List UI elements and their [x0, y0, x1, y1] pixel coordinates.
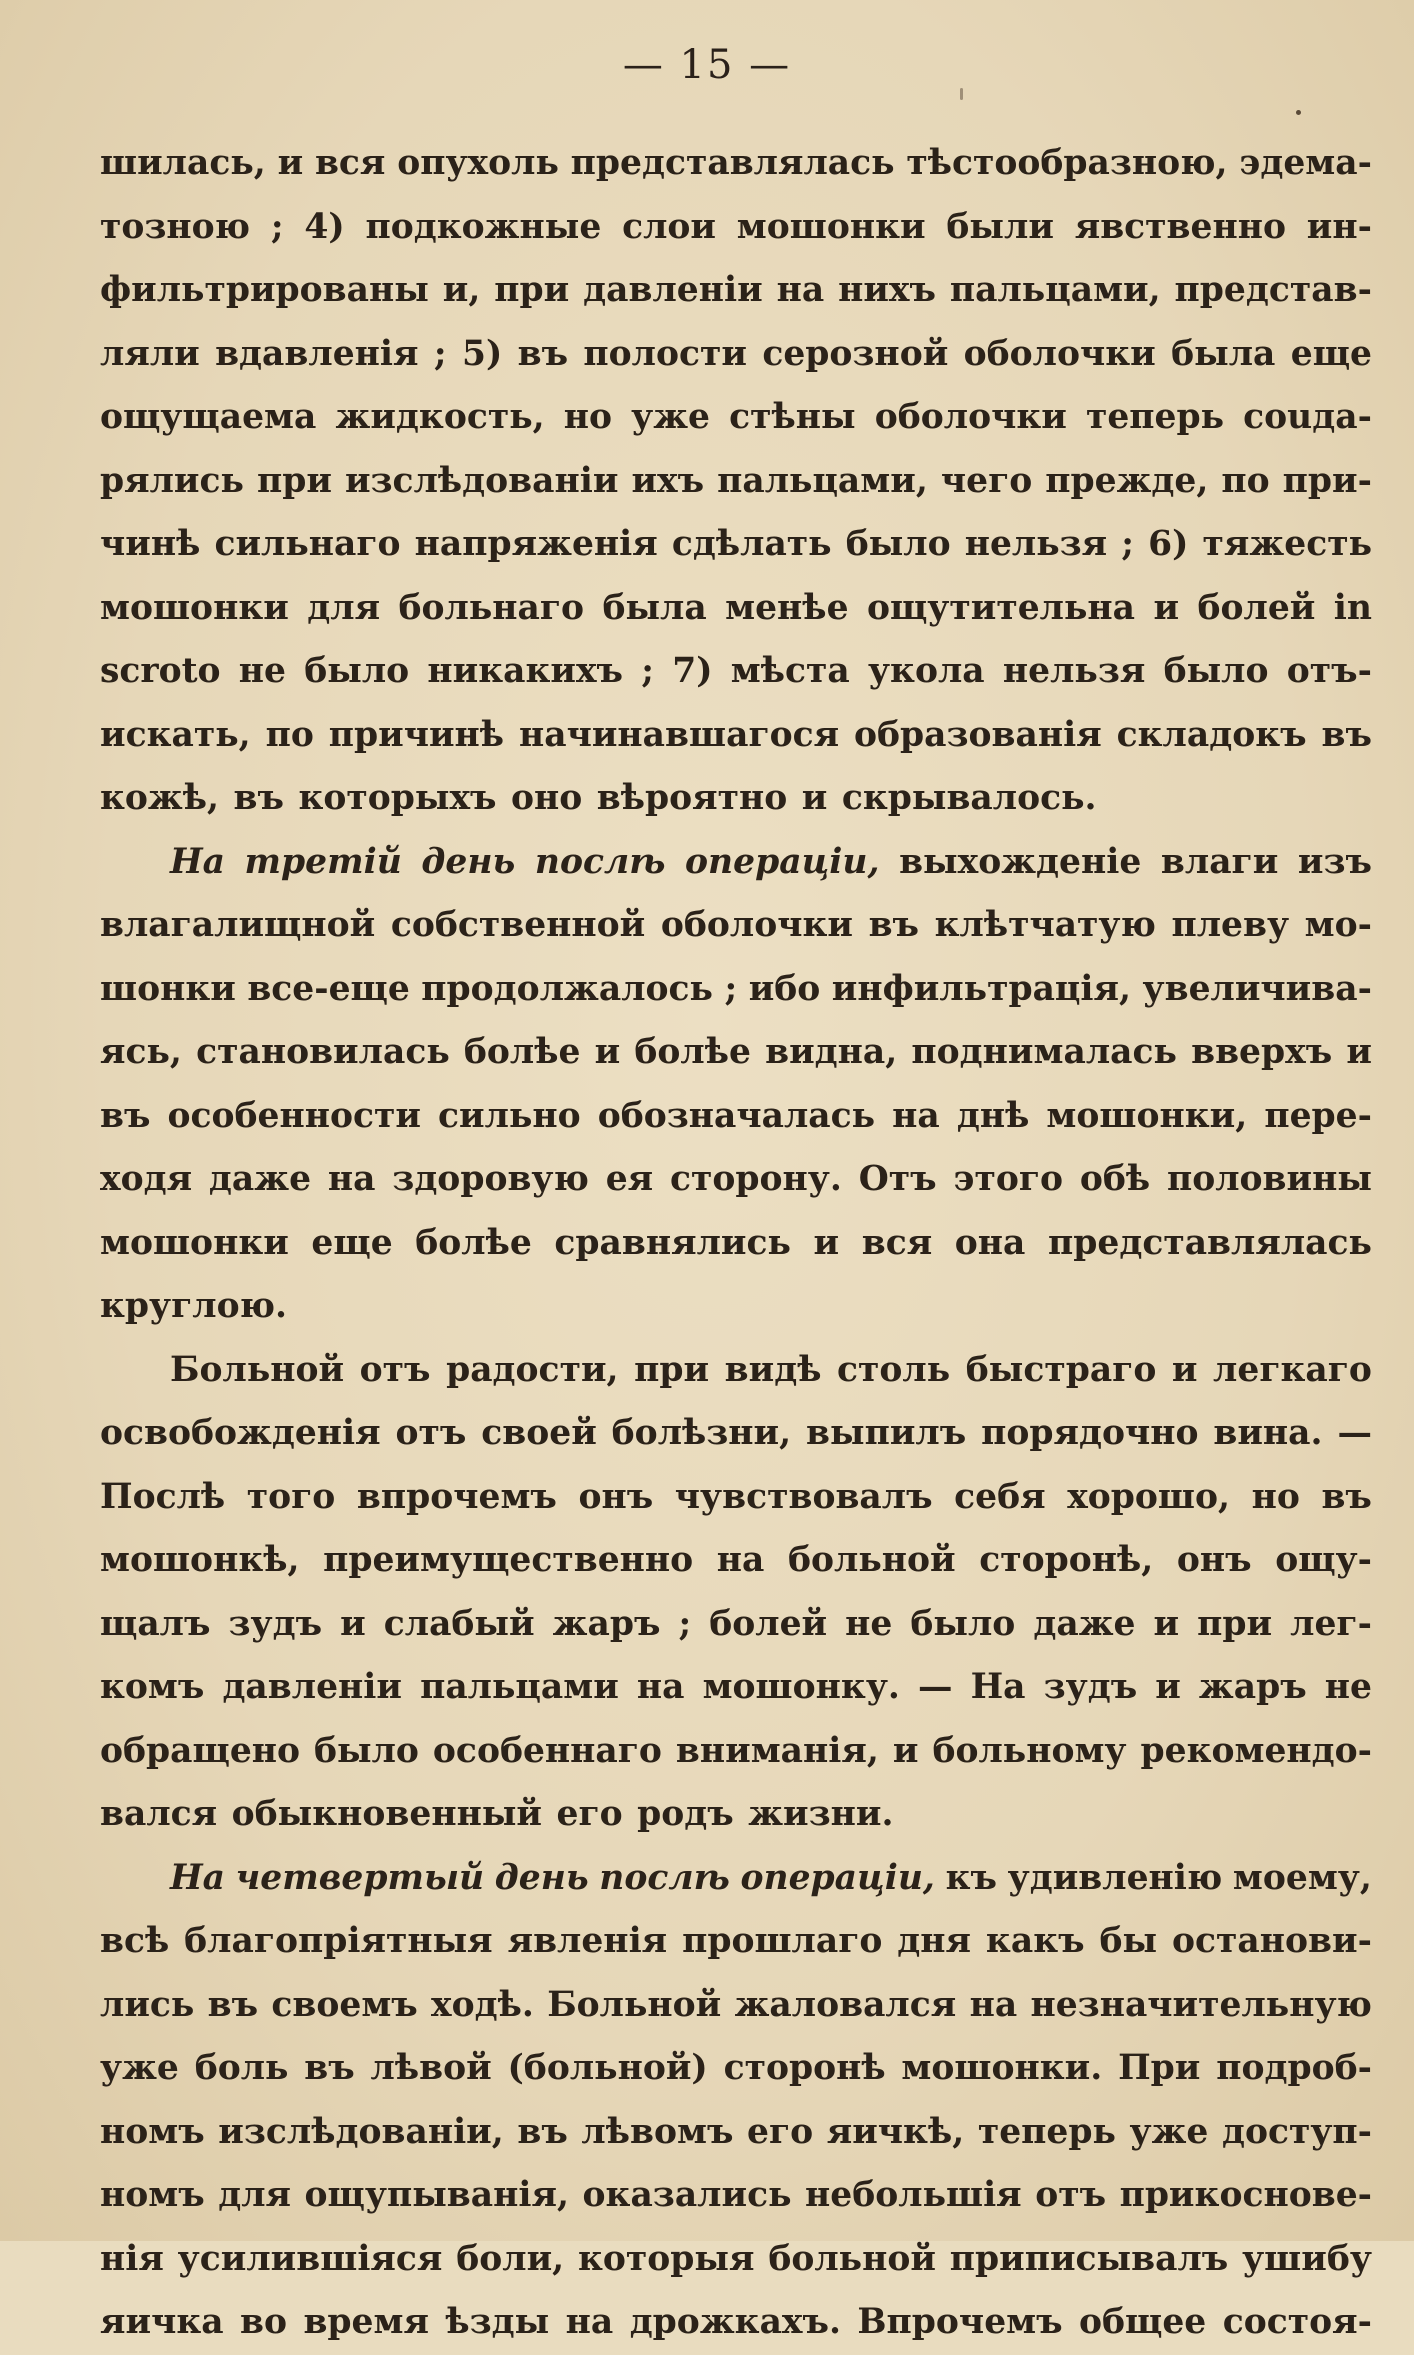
text-line: фильтрированы и, при давленіи на нихъ пальцами, представ- — [100, 270, 1372, 310]
text-line: чинѣ сильнаго напряженія сдѣлать было нельзя ; 6) тяжесть — [100, 524, 1372, 564]
text-line: искать, по причинѣ начинавшагося образованія складокъ въ — [100, 714, 1372, 755]
page-number: — 15 — — [622, 42, 792, 88]
text-line: кожѣ, въ которыхъ оно вѣроятно и скрывалось. — [100, 778, 1097, 818]
text-line: Больной отъ радости, при видѣ столь быстраго и легкаго — [170, 1349, 1372, 1390]
text-line: нія усилившіяся боли, которыя больной приписывалъ ушибу — [100, 2238, 1372, 2279]
text-line: На четвертый день послѣ операціи, къ удивленію моему, — [170, 1857, 1372, 1898]
text-line: мошонки для больнаго была менѣе ощутительна и болей in — [100, 587, 1372, 628]
text-line: мошонки еще болѣе сравнялись и вся она представлялась — [100, 1222, 1372, 1263]
text-line: круглою. — [100, 1286, 287, 1326]
text-line: ясь, становилась болѣе и болѣе видна, поднималась вверхъ и — [100, 1032, 1372, 1072]
text-line: лись въ своемъ ходѣ. Больной жаловался на незначительную — [100, 1984, 1372, 2025]
text-line: ляли вдавленія ; 5) въ полости серозной оболочки была еще — [100, 333, 1372, 374]
text-line: шонки все-еще продолжалось ; ибо инфильтрація, увеличива- — [100, 968, 1372, 1009]
paper-mark — [960, 88, 963, 100]
text-line: scroto не было никакихъ ; 7) мѣста укола нельзя было отъ- — [100, 651, 1372, 691]
text-line: На третій день послѣ операціи, выхожденіе влаги изъ — [170, 841, 1372, 882]
text-line: ходя даже на здоровую ея сторону. Отъ этого обѣ половины — [100, 1159, 1372, 1199]
text-line: вался обыкновенный его родъ жизни. — [100, 1794, 894, 1834]
body-text — [100, 132, 1372, 2355]
text-line: щалъ зудъ и слабый жаръ ; болей не было даже и при лег- — [100, 1603, 1372, 1644]
text-line: шилась, и вся опухоль представлялась тѣстообразною, эдема- — [100, 143, 1372, 183]
text-line: уже боль въ лѣвой (больной) сторонѣ мошонки. При подроб- — [100, 2048, 1372, 2088]
text-line: освобожденія отъ своей болѣзни, выпилъ порядочно вина. — — [100, 1413, 1372, 1453]
text-line: Послѣ того впрочемъ онъ чувствовалъ себя хорошо, но въ — [100, 1476, 1372, 1517]
text-line: тозною ; 4) подкожные слои мошонки были явственно ин- — [100, 206, 1372, 247]
paper-speck — [1296, 110, 1301, 115]
text-line: влагалищной собственной оболочки въ клѣтчатую плеву мо- — [100, 905, 1372, 945]
text-line: ощущаема жидкость, но уже стѣны оболочки теперь сouда- — [100, 397, 1372, 437]
text-line: въ особенности сильно обозначалась на днѣ мошонки, пере- — [100, 1095, 1372, 1136]
text-line: номъ для ощупыванія, оказались небольшія отъ прикоснове- — [100, 2175, 1372, 2215]
text-line: рялись при изслѣдованіи ихъ пальцами, чего прежде, по при- — [100, 460, 1372, 501]
text-line: обращено было особеннаго вниманія, и больному рекомендо- — [100, 1730, 1372, 1771]
text-line: яичка во время ѣзды на дрожкахъ. Впрочемъ общее состоя- — [100, 2302, 1372, 2342]
text-line: номъ изслѣдованіи, въ лѣвомъ его яичкѣ, теперь уже доступ- — [100, 2111, 1372, 2152]
text-line: комъ давленіи пальцами на мошонку. — На зудъ и жаръ не — [100, 1667, 1372, 1707]
text-line: мошонкѣ, преимущественно на больной сторонѣ, онъ ощу- — [100, 1540, 1372, 1580]
text-line: всѣ благопріятныя явленія прошлаго дня какъ бы останови- — [100, 1921, 1372, 1961]
